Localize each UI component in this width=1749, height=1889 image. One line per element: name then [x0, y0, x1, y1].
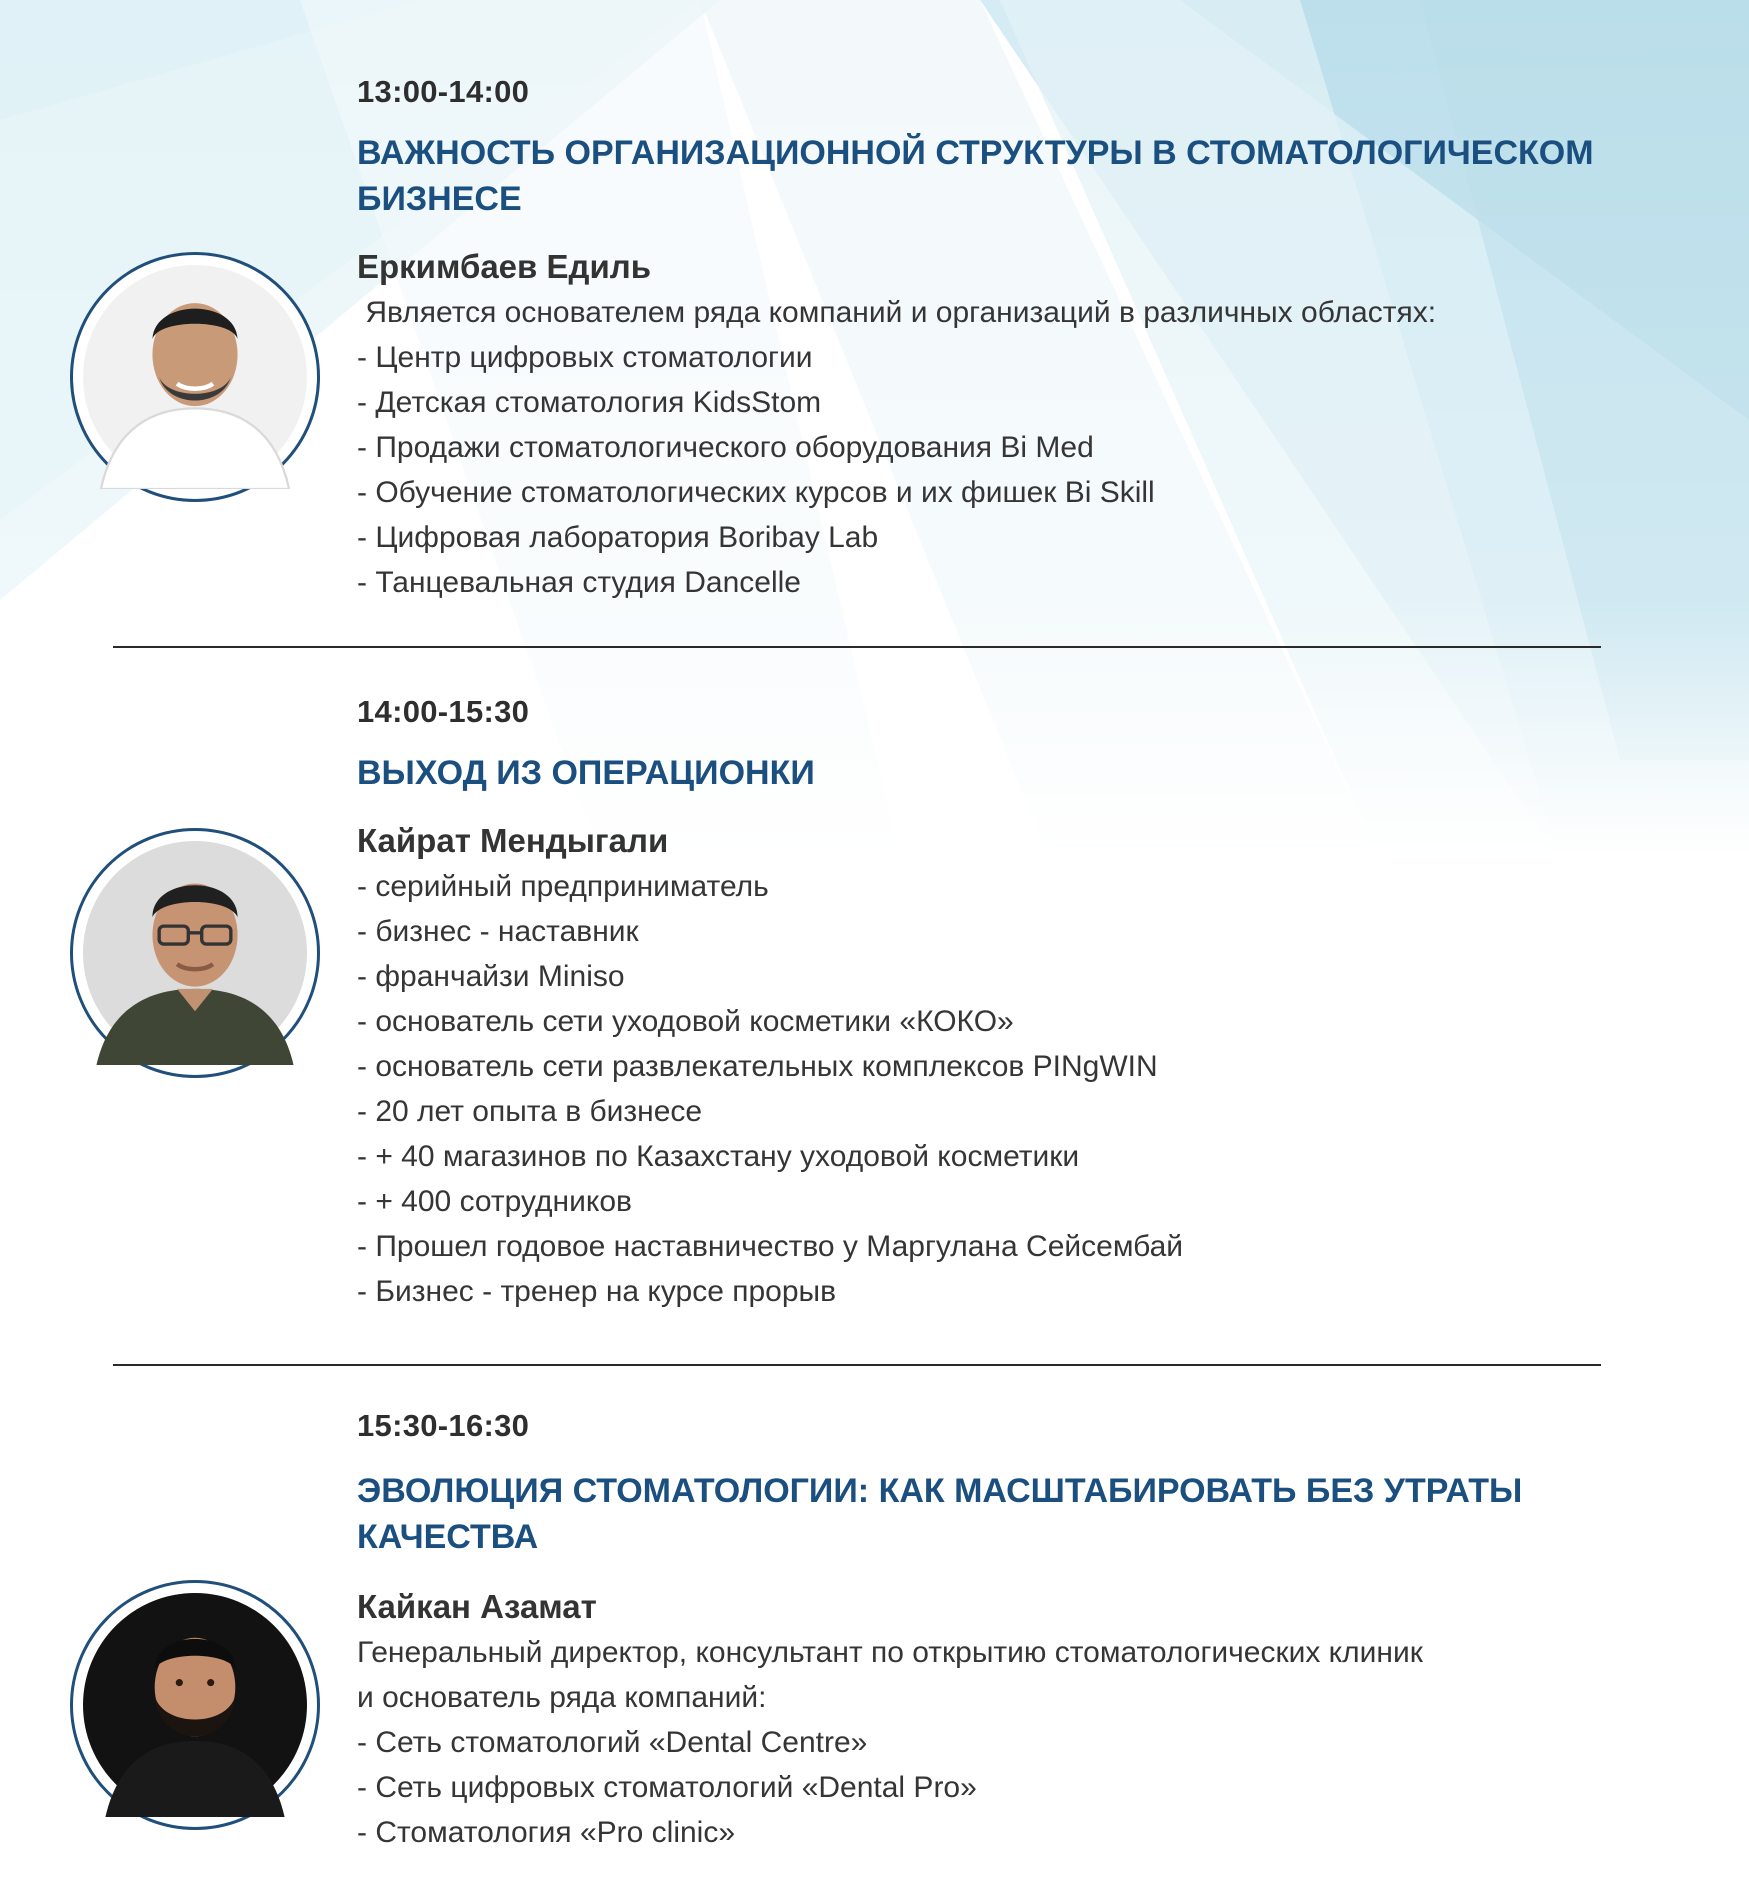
session-time: 14:00-15:30: [357, 694, 530, 729]
speaker-name: Еркимбаев Едиль: [357, 248, 651, 285]
person-photo-icon: [83, 841, 307, 1065]
bio-line: - бизнес - наставник: [357, 915, 639, 948]
bio-line: - 20 лет опыта в бизнесе: [357, 1095, 703, 1128]
speaker-bio: [357, 864, 1677, 1314]
speaker-bio: [357, 290, 1677, 605]
section-divider: [113, 1364, 1601, 1366]
bio-line: - Обучение стоматологических курсов и их фишек Bi Skill: [357, 476, 1155, 509]
bio-line: - франчайзи Miniso: [357, 960, 625, 993]
speaker-name: Кайрат Мендыгали: [357, 822, 669, 859]
session-title: [357, 750, 1657, 796]
person-photo-icon: [83, 1593, 307, 1817]
bio-line: - основатель сети развлекательных комплексов PINgWIN: [357, 1050, 1158, 1083]
bio-line: - Прошел годовое наставничество у Маргулана Сейсембай: [357, 1230, 1184, 1263]
session-title-line: БИЗНЕСЕ: [357, 180, 522, 218]
session-title: [357, 1468, 1657, 1560]
bio-line: - основатель сети уходовой косметики «КОКО»: [357, 1005, 1014, 1038]
speaker-avatar: [70, 252, 320, 502]
bio-line: - Стоматология «Pro clinic»: [357, 1816, 736, 1849]
speaker-avatar: [70, 828, 320, 1078]
bio-line: - Бизнес - тренер на курсе прорыв: [357, 1275, 837, 1308]
bio-line: - Сеть цифровых стоматологий «Dental Pro»: [357, 1771, 977, 1804]
bio-line: - + 400 сотрудников: [357, 1185, 632, 1218]
bio-line: - + 40 магазинов по Казахстану уходовой косметики: [357, 1140, 1080, 1173]
bio-line: - Детская стоматология KidsStom: [357, 386, 822, 419]
person-photo-icon: [83, 265, 307, 489]
session-title-line: ВЫХОД ИЗ ОПЕРАЦИОНКИ: [357, 754, 815, 792]
bio-line: - Продажи стоматологического оборудования Bi Med: [357, 431, 1094, 464]
bio-line: Является основателем ряда компаний и организаций в различных областях:: [357, 296, 1437, 329]
session-title-line: ЭВОЛЮЦИЯ СТОМАТОЛОГИИ: КАК МАСШТАБИРОВАТЬ БЕЗ УТРАТЫ: [357, 1472, 1523, 1510]
bio-line: - Сеть стоматологий «Dental Centre»: [357, 1726, 868, 1759]
speaker-name: Кайкан Азамат: [357, 1588, 597, 1625]
bio-line: - Цифровая лаборатория Boribay Lab: [357, 521, 879, 554]
speaker-bio: [357, 1630, 1677, 1855]
session-title-line: ВАЖНОСТЬ ОРГАНИЗАЦИОННОЙ СТРУКТУРЫ В СТОМАТОЛОГИЧЕСКОМ: [357, 134, 1594, 172]
bio-line: - Танцевальная студия Dancelle: [357, 566, 801, 599]
speaker-avatar: [70, 1580, 320, 1830]
session-title-line: КАЧЕСТВА: [357, 1518, 539, 1556]
bio-line: - серийный предприниматель: [357, 870, 769, 903]
section-divider: [113, 646, 1601, 648]
bio-line: и основатель ряда компаний:: [357, 1681, 767, 1714]
session-title: [357, 130, 1657, 222]
bio-line: - Центр цифровых стоматологии: [357, 341, 813, 374]
session-time: 13:00-14:00: [357, 74, 530, 109]
bio-line: Генеральный директор, консультант по открытию стоматологических клиник: [357, 1636, 1423, 1669]
session-time: 15:30-16:30: [357, 1408, 530, 1443]
